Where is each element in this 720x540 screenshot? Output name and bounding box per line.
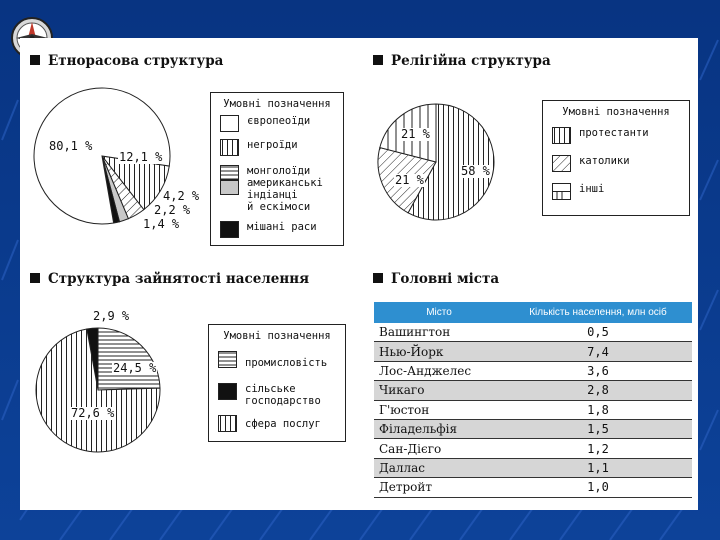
table-row — [374, 381, 692, 400]
bullet-square-icon — [373, 273, 383, 283]
section-title-employment-text: Структура зайнятості населення — [48, 271, 310, 287]
table-row — [374, 400, 692, 419]
legend-title: Умовні позначення — [223, 330, 331, 342]
legend-label: сільське господарство — [245, 383, 321, 407]
section-title-cities-text: Головні міста — [391, 271, 500, 287]
table-row — [374, 419, 692, 438]
legend-label: негроїди — [247, 139, 298, 151]
legend-label: європеоїди — [247, 115, 311, 127]
population-cell: 0,5 — [504, 323, 692, 342]
legend-swatch — [552, 183, 571, 200]
cities-table — [374, 302, 692, 498]
pie-label: 12,1 % — [119, 150, 163, 164]
legend-swatch — [218, 415, 237, 432]
legend-label: протестанти — [579, 127, 649, 139]
legend-item — [218, 415, 321, 432]
employment-pie-chart — [34, 326, 162, 454]
population-cell: 2,8 — [504, 381, 692, 400]
table-row — [374, 458, 692, 477]
section-title-cities — [373, 271, 499, 287]
legend-item — [220, 115, 310, 132]
employment-legend — [208, 324, 346, 442]
legend-item — [552, 127, 649, 144]
population-cell: 1,8 — [504, 400, 692, 419]
city-name-cell: Нью-Йорк — [374, 342, 504, 361]
legend-swatch — [552, 127, 571, 144]
table-row — [374, 478, 692, 497]
legend-label: сфера послуг — [245, 418, 321, 430]
population-cell: 1,2 — [504, 439, 692, 458]
table-row — [374, 439, 692, 458]
pie-label: 2,9 % — [93, 309, 130, 323]
section-title-ethnic-text: Етнорасова структура — [48, 53, 224, 69]
legend-label: католики — [579, 155, 630, 167]
city-name-cell: Детройт — [374, 478, 504, 497]
table-row — [374, 342, 692, 361]
pie-label: 21 % — [395, 173, 424, 187]
legend-item — [552, 183, 604, 200]
city-name-cell: Даллас — [374, 458, 504, 477]
city-name-cell: Г'юстон — [374, 400, 504, 419]
legend-swatch — [218, 351, 237, 368]
legend-swatch — [220, 165, 239, 195]
legend-item — [218, 351, 327, 369]
city-name-cell: Вашингтон — [374, 323, 504, 342]
table-header-row — [374, 302, 692, 323]
population-cell: 7,4 — [504, 342, 692, 361]
legend-item — [552, 155, 630, 172]
city-name-cell: Лос-Анджелес — [374, 361, 504, 380]
city-name-cell: Філадельфія — [374, 419, 504, 438]
legend-label: промисловість — [245, 357, 328, 369]
section-title-religion — [373, 53, 551, 69]
legend-item — [220, 139, 298, 156]
pie-slice — [98, 328, 160, 390]
section-title-religion-text: Релігійна структура — [391, 53, 551, 69]
legend-item — [220, 221, 317, 238]
pie-label: 4,2 % — [163, 189, 200, 203]
content-panel — [20, 38, 698, 510]
legend-item — [218, 383, 321, 407]
bullet-square-icon — [373, 55, 383, 65]
city-name-cell: Сан-Дієго — [374, 439, 504, 458]
pie-label: 58 % — [461, 164, 490, 178]
pie-label: 24,5 % — [113, 361, 157, 375]
legend-item — [220, 165, 323, 213]
column-header-population: Кількість населення, млн осіб — [504, 302, 692, 323]
population-cell: 1,0 — [504, 478, 692, 497]
ethnic-legend — [210, 92, 344, 246]
legend-label: монголоїди американські індіанці й ескімоси — [247, 165, 323, 213]
legend-swatch — [220, 115, 239, 132]
table-row — [374, 361, 692, 380]
section-title-ethnic — [30, 53, 223, 69]
religion-pie-chart — [376, 102, 496, 222]
legend-swatch — [220, 221, 239, 238]
legend-label: інші — [579, 183, 605, 195]
religion-legend — [542, 100, 690, 216]
pie-label: 80,1 % — [49, 139, 93, 153]
section-title-employment — [30, 271, 309, 287]
bullet-square-icon — [30, 55, 40, 65]
population-cell: 3,6 — [504, 361, 692, 380]
legend-swatch — [552, 155, 571, 172]
bullet-square-icon — [30, 273, 40, 283]
city-name-cell: Чикаго — [374, 381, 504, 400]
pie-label: 21 % — [401, 127, 430, 141]
legend-swatch — [220, 139, 239, 156]
column-header-city: Місто — [374, 302, 504, 323]
population-cell: 1,5 — [504, 419, 692, 438]
pie-label: 72,6 % — [71, 406, 115, 420]
pie-label: 2,2 % — [154, 203, 191, 217]
pie-label: 1,4 % — [143, 217, 180, 231]
legend-label: мішані раси — [247, 221, 317, 233]
table-row — [374, 323, 692, 342]
legend-title: Умовні позначення — [562, 106, 670, 118]
legend-title: Умовні позначення — [223, 98, 331, 110]
legend-swatch — [218, 383, 237, 400]
population-cell: 1,1 — [504, 458, 692, 477]
